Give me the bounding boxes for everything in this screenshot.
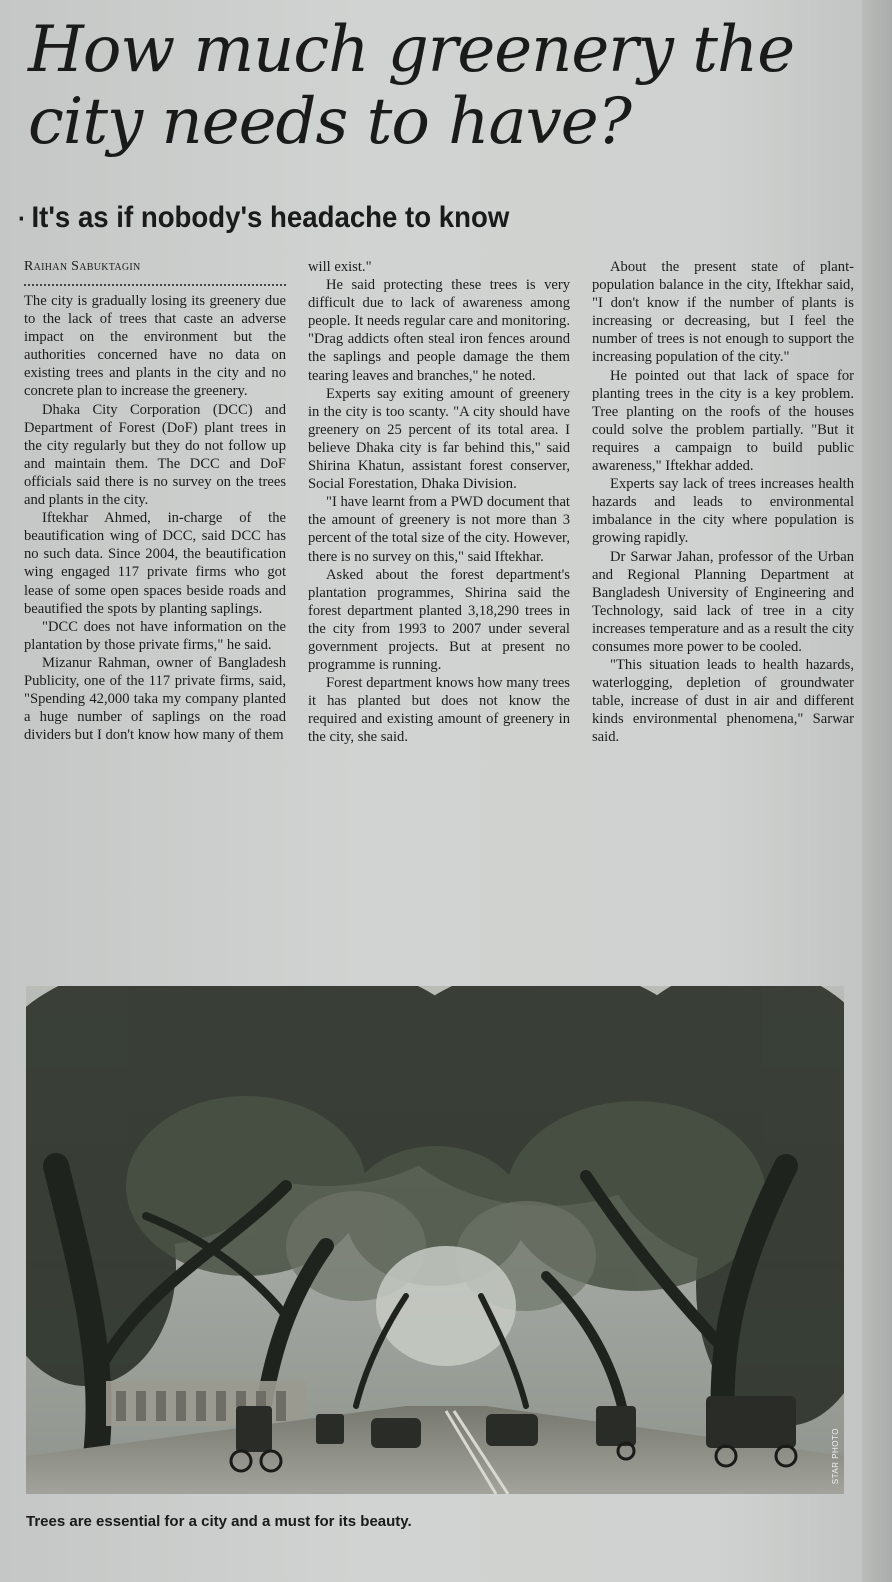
subhead-text: It's as if nobody's headache to know (31, 201, 510, 234)
paragraph: "I have learnt from a PWD document that the amount of greenery is not more than 3 percent of the total size of the city. However, there is no survey on this," said Iftekhar. (308, 494, 570, 565)
paragraph: Iftekhar Ahmed, in-charge of the beautification wing of DCC, said DCC has no such data. Since 2004, the beautification wing engaged 117 private firms who got lease of some open spaces beside roads and beautified the spots by planting saplings. (24, 510, 286, 617)
photo-illustration (26, 986, 844, 1494)
byline-divider (24, 284, 286, 286)
page-margin-strip (862, 0, 892, 1582)
article-body (24, 258, 860, 968)
paragraph: The city is gradually losing its greenery due to the lack of trees that caste an adverse impact on the environment but the authorities concerned have no data on existing trees and plants in the city and no concrete plan to increase the greenery. (24, 293, 286, 400)
paragraph: Dr Sarwar Jahan, professor of the Urban and Regional Planning Department at Bangladesh University of Engineering and Technology, said lack of tree in a city increases temperature and as a result the city consumes more power to be cooled. (592, 548, 854, 655)
photo-caption: Trees are essential for a city and a must for its beauty. (26, 1513, 412, 1530)
paragraph: Asked about the forest department's plantation programmes, Shirina said the forest department planted 3,18,290 trees in the city from 1993 to 2007 under several government projects. But at present no programme is running. (308, 566, 570, 674)
street-trees-photo (26, 986, 844, 1494)
headline: How much greenery the city needs to have? (28, 13, 795, 159)
paragraph: About the present state of plant-population balance in the city, Iftekhar said, "I don't know if the number of plants is increasing or decreasing, but I feel the number of trees is not enough to support the increasing population of the city." (592, 259, 854, 366)
paragraph: Experts say exiting amount of greenery in the city is too scanty. "A city should have greenery on 25 percent of its total area. I believe Dhaka city is far behind this," said Shirina Khatun, assistant forest conserver, Social Forestation, Dhaka Division. (308, 385, 570, 493)
column-3 (592, 258, 854, 968)
paragraph: Experts say lack of trees increases health hazards and leads to environmental imbalance in the city where population is growing rapidly. (592, 476, 854, 547)
paragraph: "This situation leads to health hazards, waterlogging, depletion of groundwater table, increase of dust in air and different kinds environmental phenomena," Sarwar said. (592, 657, 854, 746)
paragraph: Dhaka City Corporation (DCC) and Department of Forest (DoF) plant trees in the city regularly but they do not follow up and maintain them. The DCC and DoF officials said there is no survey on the trees and plants in the city. (24, 401, 286, 509)
column-1 (24, 258, 286, 968)
paragraph: will exist." (308, 259, 372, 275)
paragraph: He pointed out that lack of space for planting trees in the city is a key problem. Tree planting on the roofs of the houses could solve the problem partially. "But it requires a campaign to build public awareness," Iftekhar added. (592, 367, 854, 475)
paragraph: "DCC does not have information on the plantation by those private firms," he said. (24, 618, 286, 653)
paragraph: He said protecting these trees is very difficult due to lack of awareness among people. It needs regular care and monitoring. "Drag addicts often steal iron fences around the saplings and people damage the them tearing leaves and branches," he noted. (308, 277, 570, 384)
byline: Raihan Sabuktagin (24, 259, 141, 274)
subhead-dot: · (18, 203, 26, 233)
column-2 (308, 258, 570, 968)
paragraph: Mizanur Rahman, owner of Bangladesh Publicity, one of the 117 private firms, said, "Spending 42,000 taka my company planted a huge number of saplings on the road dividers but I don't know how many of them (24, 654, 286, 744)
paragraph: Forest department knows how many trees it has planted but does not know the required and existing amount of greenery in the city, she said. (308, 675, 570, 746)
subheadline (18, 198, 662, 238)
photo-credit: STAR PHOTO (831, 1427, 840, 1484)
